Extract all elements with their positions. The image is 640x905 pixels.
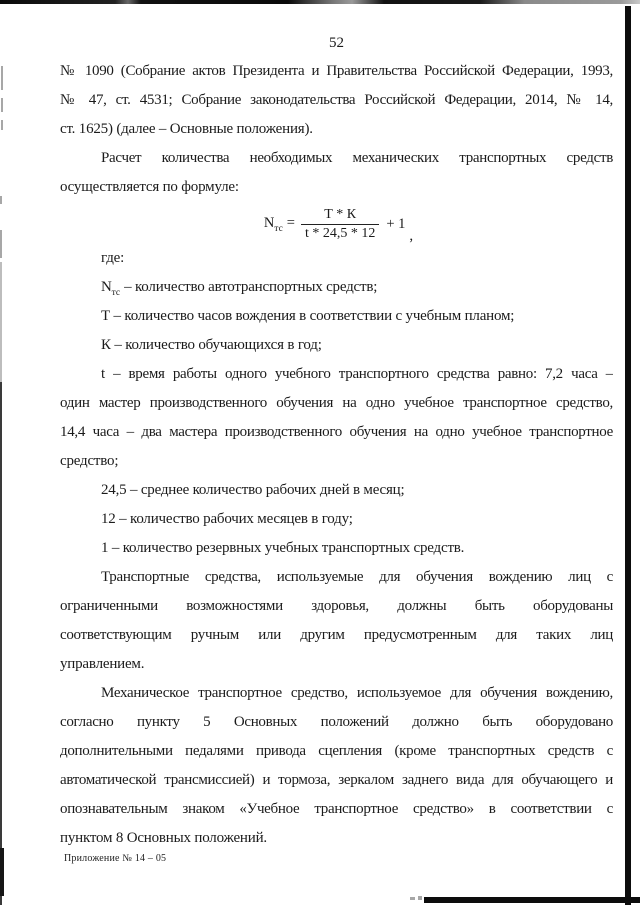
text-line: 24,5 – среднее количество рабочих дней в месяц; [101,482,405,498]
formula-lhs [264,215,295,234]
text-line: 14,4 часа – два мастера производственного обучения на одно учебное транспортное [60,424,613,440]
scan-mark [0,848,4,896]
scan-mark [1,66,3,90]
formula-numerator: Т * К [301,207,379,225]
text-line: Расчет количества необходимых механических транспортных средств [101,150,613,166]
text-line: соответствующим ручным или другим предусмотренным для таких лиц [60,627,613,643]
text-line: t – время работы одного учебного транспортного средства равно: 7,2 часа – [101,366,613,382]
text-line: согласно пункту 5 Основных положений должно быть оборудовано [60,714,613,730]
n-definition-text: – количество автотранспортных средств; [124,279,378,295]
text-line: пунктом 8 Основных положений. [60,830,267,846]
text-line: Транспортные средства, используемые для обучения вождению лиц с [101,569,613,585]
text-line-n-definition [60,273,613,302]
formula-denominator: t * 24,5 * 12 [304,225,376,241]
scan-edge-right [625,6,631,905]
scan-mark [410,897,415,900]
text-line: 1 – количество резервных учебных транспортных средств. [101,540,465,556]
text-line: дополнительными педалями привода сцепления (кроме транспортных средств с [60,743,613,759]
text-line: ограниченными возможностями здоровья, должны быть оборудованы [60,598,613,614]
formula-comma: , [409,227,414,244]
formula-n-symbol: N [263,214,275,231]
scan-mark [0,230,2,258]
formula [60,202,613,244]
formula-fraction [301,207,379,242]
scan-mark [1,98,3,112]
formula-n-subscript: тс [274,223,283,234]
text-line: № 47, ст. 4531; Собрание законодательства Российской Федерации, 2014, № 14, [60,92,613,108]
scan-mark [1,120,3,130]
text-line: 12 – количество рабочих месяцев в году; [101,511,353,527]
text-line: ст. 1625) (далее – Основные положения). [60,121,313,137]
n-symbol: N [101,279,112,295]
text-line: опознавательным знаком «Учебное транспортное средство» в соответствии с [60,801,613,817]
text-line: где: [101,250,125,266]
n-symbol-subscript: тс [111,288,121,298]
scan-edge-left [0,330,2,905]
scan-mark [0,196,2,204]
formula-suffix: + 1 [386,215,406,232]
text-line: Механическое транспортное средство, используемое для обучения вождению, [101,685,613,701]
text-line: автоматической трансмиссией) и тормоза, зеркалом заднего вида для обучающего и [60,772,613,788]
scan-mark [0,262,2,382]
scan-mark [418,896,422,900]
page-number: 52 [329,35,344,51]
text-line: средство; [60,453,119,469]
page-body [60,30,613,853]
text-line: осуществляется по формуле: [60,179,239,195]
text-line: К – количество обучающихся в год; [101,337,322,353]
scan-edge-bottom-right [424,897,640,903]
text-line: № 1090 (Собрание актов Президента и Правительства Российской Федерации, 1993, [60,63,613,79]
scan-edge-top [0,0,640,4]
text-line: Т – количество часов вождения в соответствии с учебным планом; [101,308,515,324]
footer-annotation: Приложение № 14 – 05 [64,853,167,864]
text-line: управлением. [60,656,145,672]
text-line: один мастер производственного обучения на одно учебное транспортное средство, [60,395,613,411]
formula-equals-sign: = [286,214,295,231]
